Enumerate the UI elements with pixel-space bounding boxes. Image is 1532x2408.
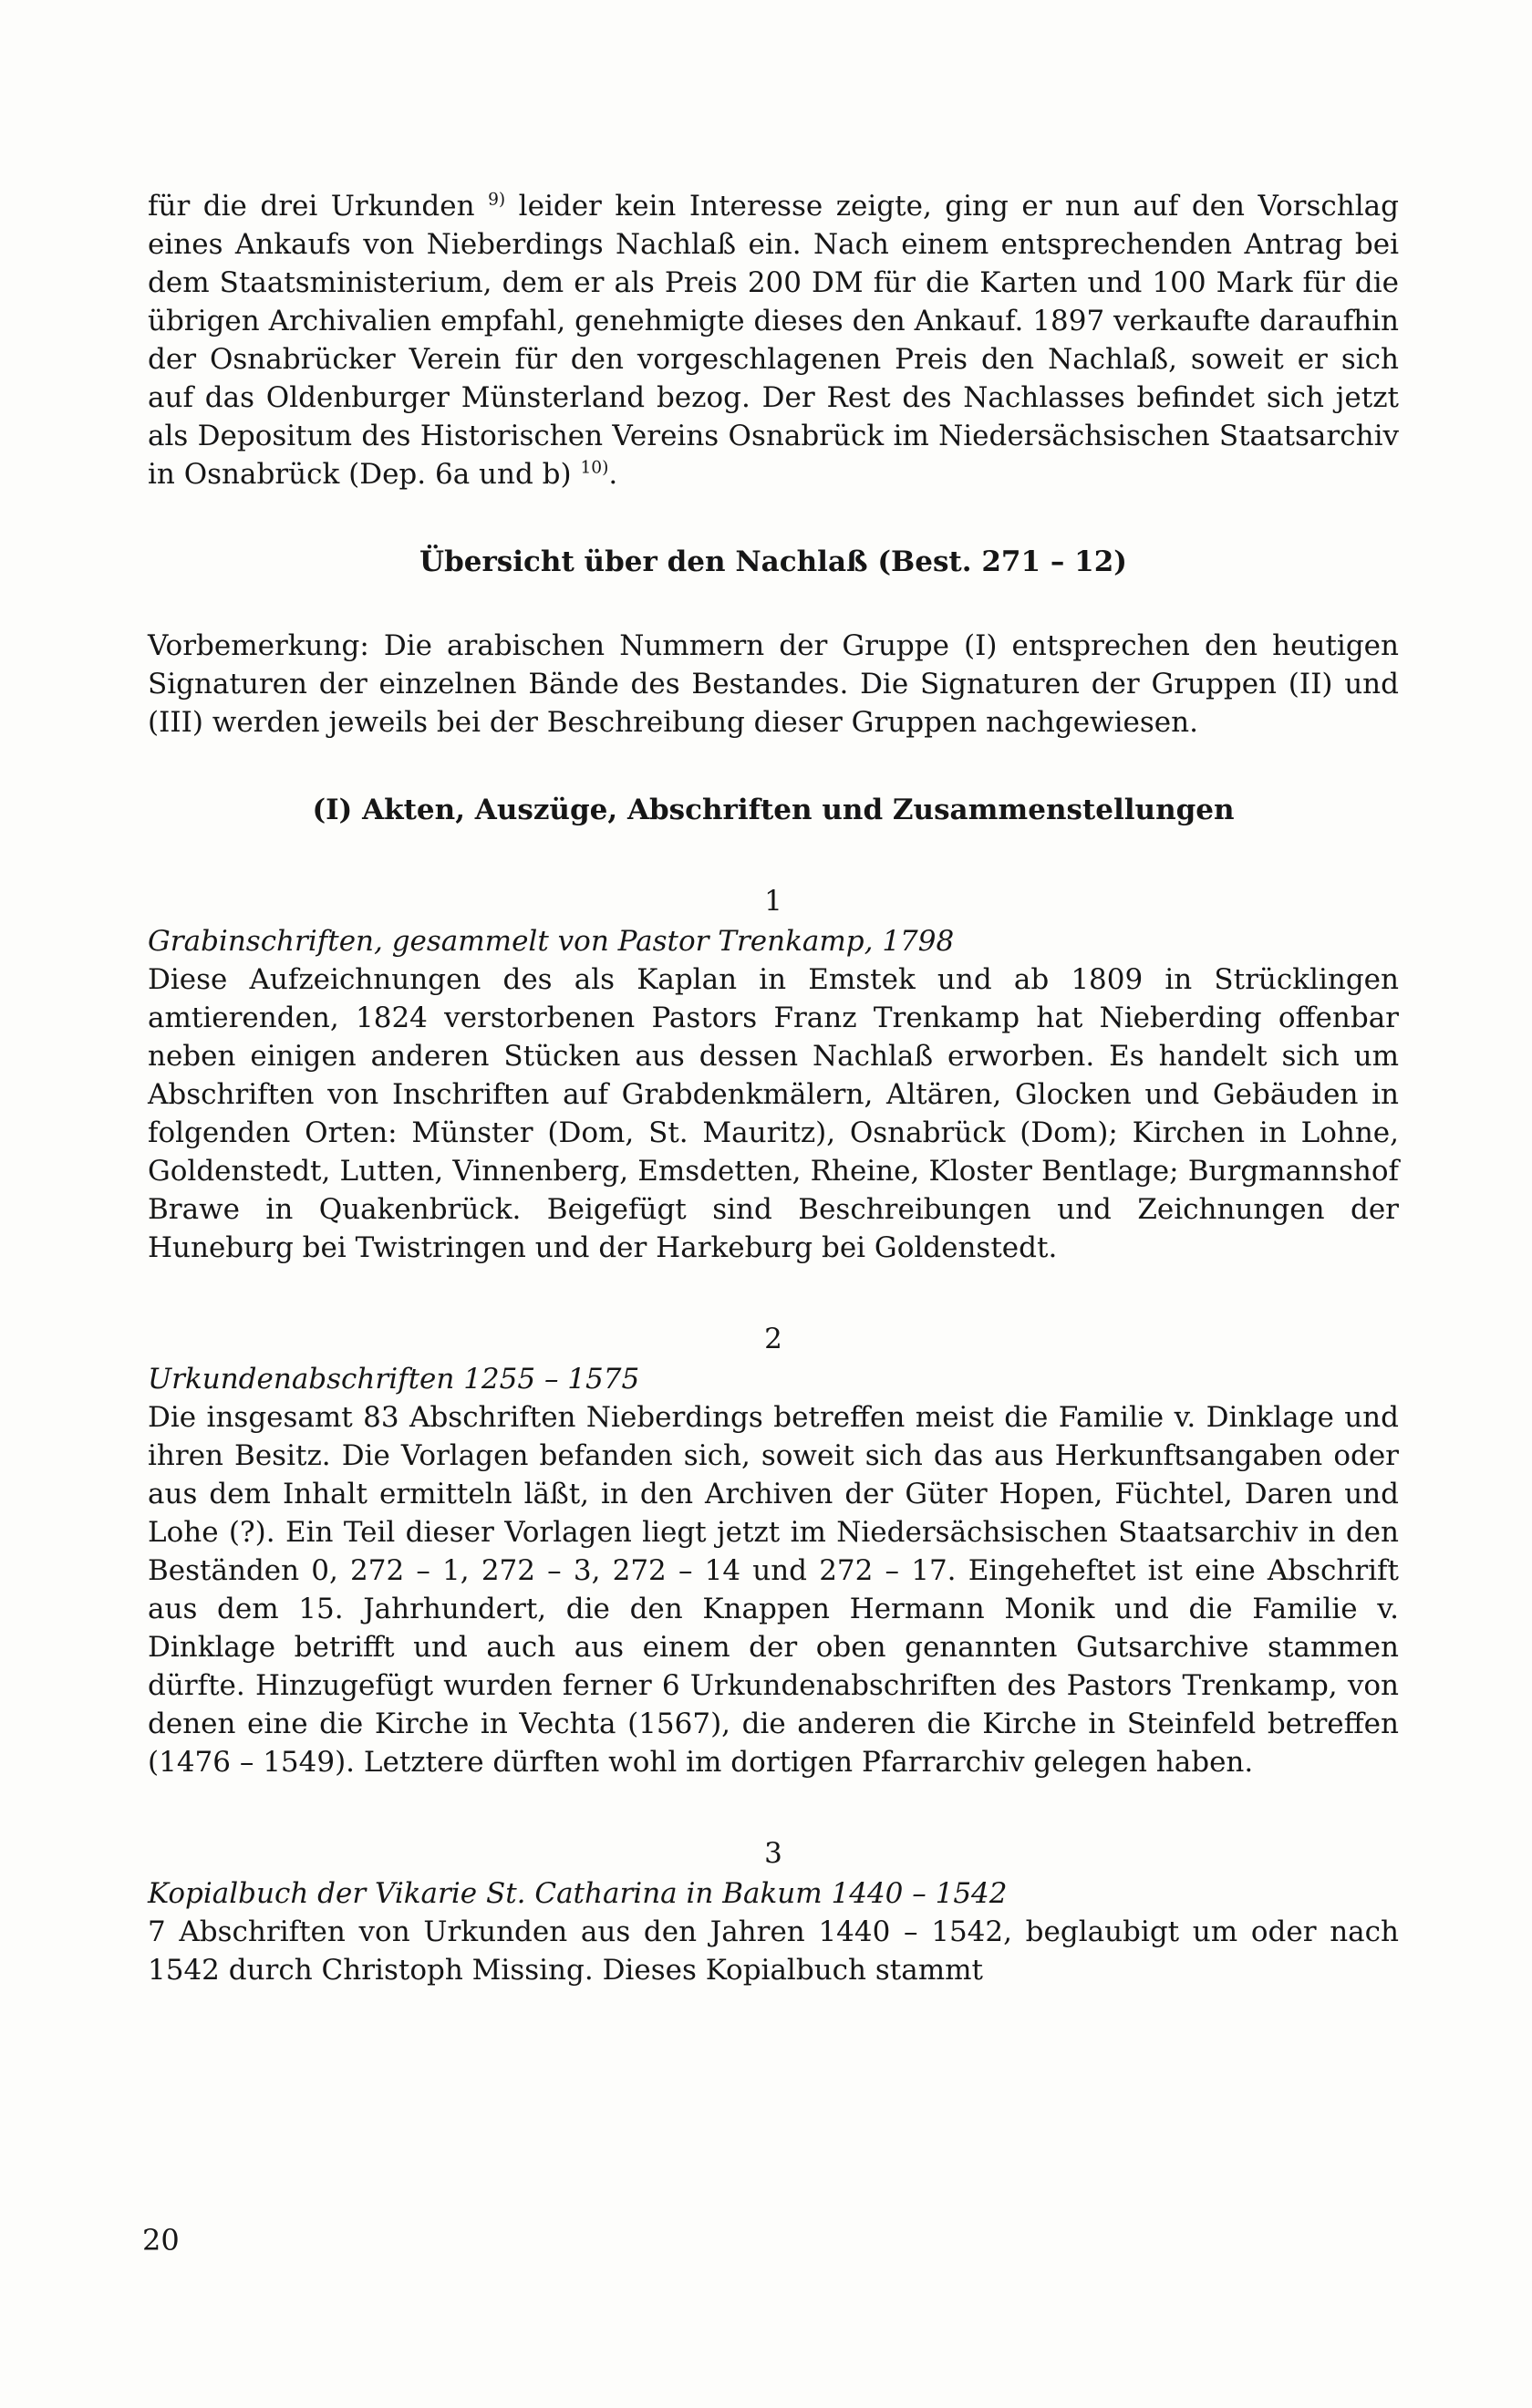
entry-3 (148, 1834, 1399, 1989)
footnote-ref-10: 10) (580, 458, 609, 478)
entry-number-1: 1 (764, 885, 782, 918)
entry-body-2: Die insgesamt 83 Abschriften Nieberdings betreffen meist die Familie v. Dinklage und ihren Besitz. Die Vorlagen befanden sich, soweit sich das aus Herkunftsangaben oder aus dem Inhalt ermitteln läßt, in den Archiven der Güter Hopen, Füchtel, Daren und Lohe (?). Ein Teil dieser Vorlagen liegt jetzt im Niedersächsischen Staatsarchiv in den Beständen 0, 272 – 1, 272 – 3, 272 – 14 und 272 – 17. Eingeheftet ist eine Abschrift aus dem 15. Jahrhundert, die den Knappen Hermann Monik und die Familie v. Dinklage betrifft und auch aus einem der oben genannten Gutsarchive stammen dürfte. Hinzugefügt wurden ferner 6 Urkundenabschriften des Pastors Trenkamp, von denen eine die Kirche in Vechta (1567), die anderen die Kirche in Steinfeld betreffen (1476 – 1549). Letztere dürften wohl im dortigen Pfarrarchiv gelegen haben. (148, 1401, 1399, 1779)
entry-body-3: 7 Abschriften von Urkunden aus den Jahren 1440 – 1542, beglaubigt um oder nach 1542 durch Christoph Missing. Dieses Kopialbuch stammt (148, 1915, 1399, 1987)
entry-title-3: Kopialbuch der Vikarie St. Catharina in Bakum 1440 – 1542 (148, 1877, 1008, 1910)
page-content (148, 187, 1399, 1989)
section-heading-akten: (I) Akten, Auszüge, Abschriften und Zusammenstellungen (312, 794, 1235, 826)
entry-title-2: Urkundenabschriften 1255 – 1575 (148, 1363, 640, 1396)
vorbemerkung-paragraph: Vorbemerkung: Die arabischen Nummern der Gruppe (I) entsprechen den heutigen Signaturen der einzelnen Bände des Bestandes. Die Signaturen der Gruppen (II) und (III) werden jeweils bei der Beschreibung dieser Gruppen nachgewiesen. (148, 629, 1399, 739)
entry-1 (148, 882, 1399, 1267)
entry-2 (148, 1320, 1399, 1781)
entry-number-3: 3 (764, 1837, 782, 1870)
section-heading-uebersicht: Übersicht über den Nachlaß (Best. 271 – 12) (419, 545, 1127, 578)
entry-body-1: Diese Aufzeichnungen des als Kaplan in Emstek und ab 1809 in Strücklingen amtierenden, 1824 verstorbenen Pastors Franz Trenkamp hat Nieberding offenbar neben einigen anderen Stücken aus dessen Nachlaß erworben. Es handelt sich um Abschriften von Inschriften auf Grabdenkmälern, Altären, Glocken und Gebäuden in folgenden Orten: Münster (Dom, St. Mauritz), Osnabrück (Dom); Kirchen in Lohne, Goldenstedt, Lutten, Vinnenberg, Emsdetten, Rheine, Kloster Bentlage; Burgmannshof Brawe in Quakenbrück. Beigefügt sind Beschreibungen und Zeichnungen der Huneburg bei Twistringen und der Harkeburg bei Goldenstedt. (148, 963, 1399, 1264)
entry-number-2: 2 (764, 1323, 782, 1355)
intro-paragraph (148, 187, 1399, 493)
entry-title-1: Grabinschriften, gesammelt von Pastor Trenkamp, 1798 (148, 925, 955, 958)
intro-text-2: leider kein Interesse zeigte, ging er nun auf den Vorschlag eines Ankaufs von Nieberdings Nachlaß ein. Nach einem entsprechenden Antrag bei dem Staatsministerium, dem er als Preis 200 DM für die Karten und 100 Mark für die übrigen Archivalien empfahl, genehmigte dieses den Ankauf. 1897 verkaufte daraufhin der Osnabrücker Verein für den vorgeschlagenen Preis den Nachlaß, soweit er sich auf das Oldenburger Münsterland bezog. Der Rest des Nachlasses befindet sich jetzt als Depositum des Historischen Vereins Osnabrück im Niedersächsischen Staatsarchiv in Osnabrück (Dep. 6a und b) (148, 190, 1399, 491)
intro-text-3: . (608, 458, 618, 491)
intro-text-1: für die drei Urkunden (148, 190, 489, 223)
page-number: 20 (142, 2223, 180, 2258)
footnote-ref-9: 9) (488, 190, 506, 210)
